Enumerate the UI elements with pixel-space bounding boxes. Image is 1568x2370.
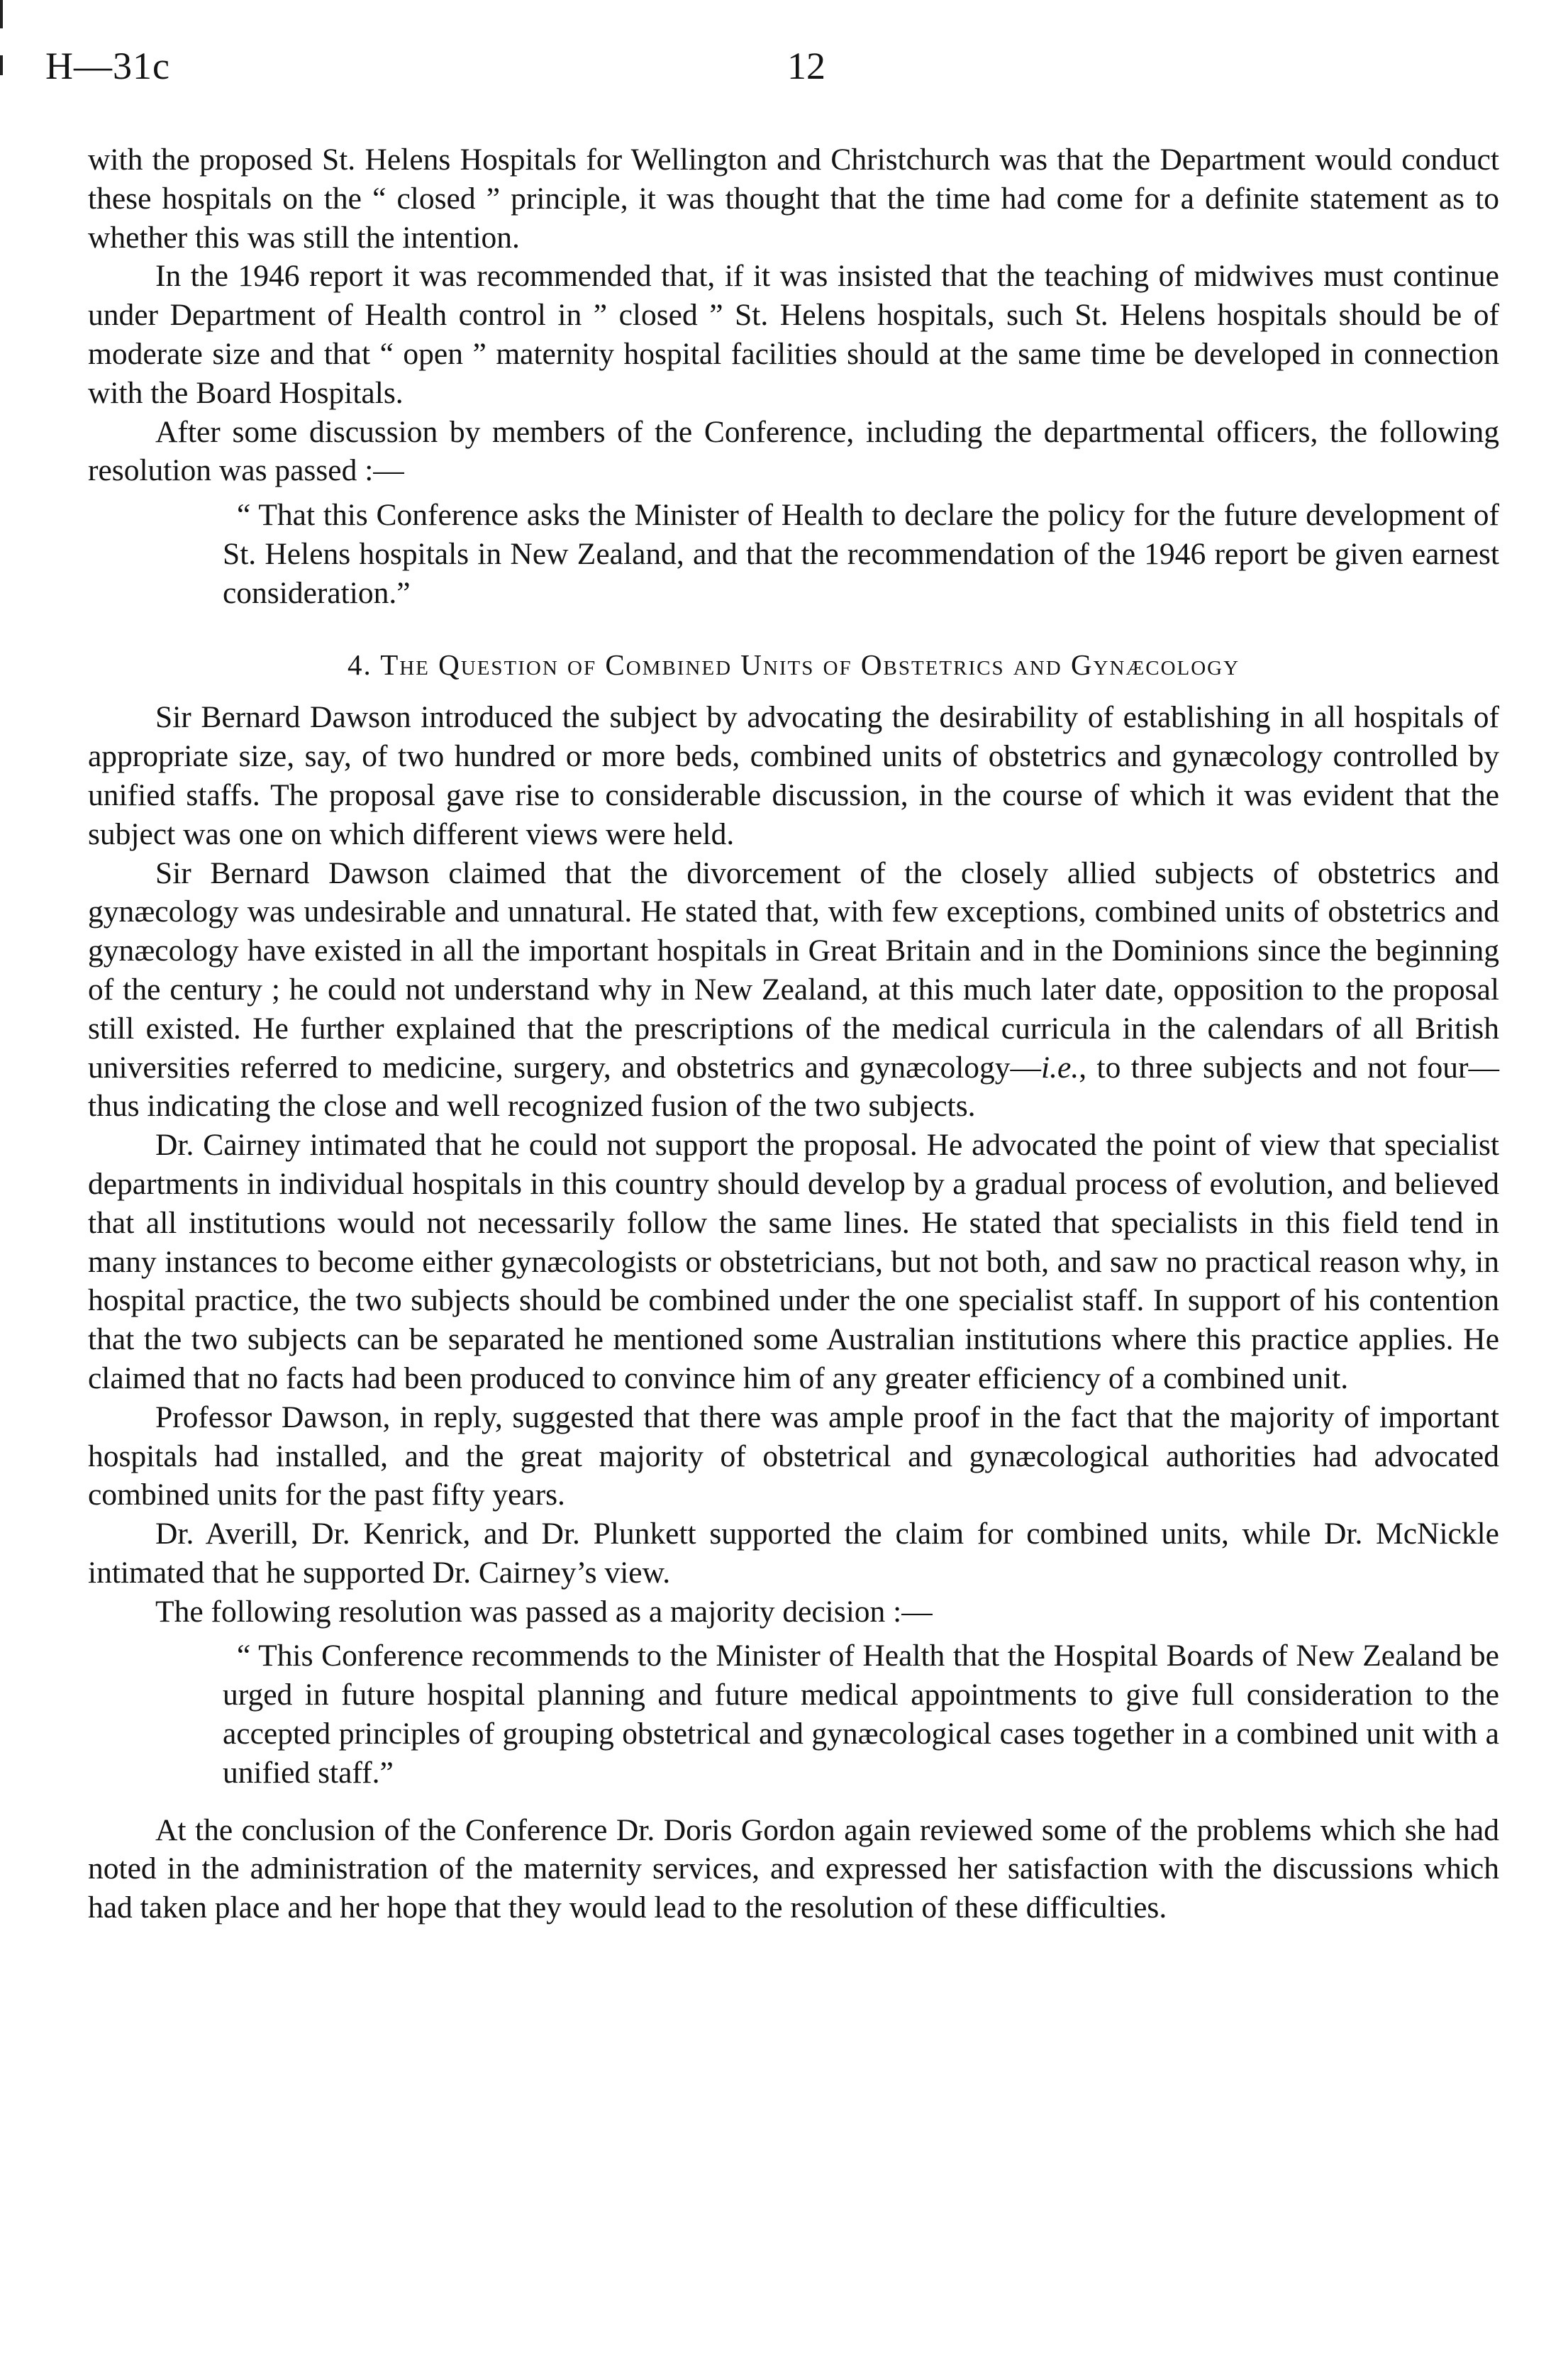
paragraph: Sir Bernard Dawson introduced the subject by advocating the desirability of establishing in all hospitals of appropriate size, say, of two hundred or more beds, combined units of obstetrics and gynæcology controlled by unified staffs. The proposal gave rise to considerable discussion, in the course of which it was evident that the subject was one on which different views were held.	[88, 700, 1499, 851]
scan-edge-mark	[0, 55, 3, 75]
italic-abbreviation: i.e.	[1041, 1050, 1079, 1085]
section-heading: 4. The Question of Combined Units of Obstetrics and Gynæcology	[347, 648, 1240, 681]
page-header	[43, 44, 1496, 101]
paragraph-continuation: with the proposed St. Helens Hospitals for Wellington and Christchurch was that the Department would conduct these hospitals on the “ closed ” principle, it was thought that the time had come for a definite statement as to whether this was still the intention.	[88, 143, 1499, 255]
paragraph: Dr. Cairney intimated that he could not support the proposal. He advocated the point of view that specialist departments in individual hospitals in this country should develop by a gradual process of evolution, and believed that all institutions would not necessarily follow the same lines. He stated that specialists in this field tend in many instances to become either gynæcologists or obstetricians, but not both, and saw no practical reason why, in hospital practice, the two subjects should be combined under the one specialist staff. In support of his contention that the two subjects can be separated he mentioned some Australian institutions where this practice applies. He claimed that no facts had been produced to convince him of any greater efficiency of a combined unit.	[88, 1128, 1499, 1395]
paragraph: Dr. Averill, Dr. Kenrick, and Dr. Plunkett supported the claim for combined units, while Dr. McNickle intimated that he supported Dr. Cairney’s view.	[88, 1517, 1499, 1590]
paragraph: At the conclusion of the Conference Dr. Doris Gordon again reviewed some of the problems which she had noted in the administration of the maternity services, and expressed her satisfaction with the discussions which had taken place and her hope that they would lead to the resolution of these difficulties.	[88, 1812, 1499, 1925]
page-number: 12	[787, 45, 825, 87]
paragraph: The following resolution was passed as a majority decision :—	[155, 1594, 933, 1629]
resolution-quote: “ That this Conference asks the Minister of Health to declare the policy for the future development of St. Helens hospitals in New Zealand, and that the recommendation of the 1946 report be given earnest consideration.”	[223, 498, 1499, 610]
paragraph: Professor Dawson, in reply, suggested that there was ample proof in the fact that the majority of important hospitals had installed, and the great majority of obstetrical and gynæcological authorities had advocated combined units for the past fifty years.	[88, 1400, 1499, 1512]
paragraph: After some discussion by members of the Conference, including the departmental officers, the following resolution was passed :—	[88, 414, 1499, 488]
document-reference: H—31c	[45, 45, 170, 87]
scan-edge-mark	[0, 0, 3, 28]
paragraph	[88, 854, 1499, 1126]
paragraph-text: Sir Bernard Dawson claimed that the divorcement of the closely allied subjects of obstetrics and gynæcology was undesirable and unnatural. He stated that, with few exceptions, combined units of obstetrics and gynæcology have existed in all the important hospitals in Great Britain and in the Dominions since the beginning of the century ; he could not understand why in New Zealand, at this much later date, opposition to the proposal still existed. He further explained that the prescriptions of the medical curricula in the calendars of all British universities referred to medicine, surgery, and obstetrics and gynæcology—	[88, 855, 1499, 1085]
page-body	[88, 140, 1499, 1927]
paragraph-text: , to three subjects and not four—thus indicating the close and well recognized fusion of the two subjects.	[88, 1050, 1500, 1124]
resolution-quote: “ This Conference recommends to the Minister of Health that the Hospital Boards of New Zealand be urged in future hospital planning and future medical appointments to give full consideration to the accepted principles of grouping obstetrical and gynæcological cases together in a combined unit with a unified staff.”	[223, 1639, 1499, 1790]
paragraph: In the 1946 report it was recommended that, if it was insisted that the teaching of midwives must continue under Department of Health control in ” closed ” St. Helens hospitals, such St. Helens hospitals should be of moderate size and that “ open ” maternity hospital facilities should at the same time be developed in connection with the Board Hospitals.	[88, 259, 1499, 410]
